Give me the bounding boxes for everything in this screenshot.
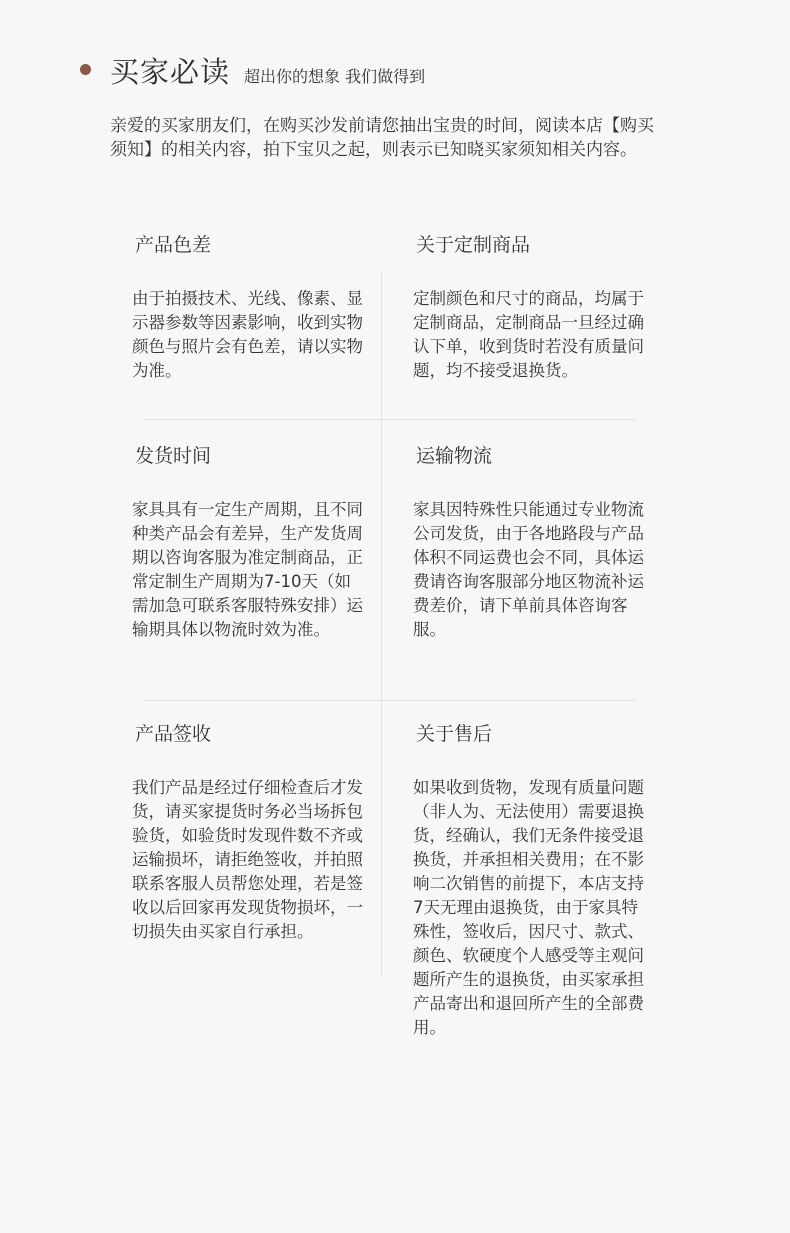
section-body: 家具具有一定生产周期，且不同种类产品会有差异，生产发货周期以咨询客服为准定制商品，正常定制生产周期为7-10天（如需加急可联系客服特殊安排）运输期具体以物流时效为准。 <box>132 500 363 639</box>
section-title: 运输物流 <box>416 445 493 467</box>
section-custom-products <box>413 231 648 383</box>
page-header <box>80 50 425 91</box>
intro-paragraph: 亲爱的买家朋友们，在购买沙发前请您抽出宝贵的时间，阅读本店【购买须知】的相关内容，拍下宝贝之起，则表示已知晓买家须知相关内容。 <box>110 116 654 160</box>
section-body: 家具因特殊性只能通过专业物流公司发货，由于各地路段与产品体积不同运费也会不同，具体运费请咨询客服部分地区物流补运费差价，请下单前具体咨询客服。 <box>413 500 644 639</box>
section-logistics <box>413 442 648 642</box>
section-title: 关于定制商品 <box>416 234 531 256</box>
row-divider <box>145 700 635 701</box>
section-shipping-time <box>132 442 367 642</box>
row-divider <box>145 419 635 420</box>
section-body: 如果收到货物，发现有质量问题（非人为、无法使用）需要退换货，经确认，我们无条件接受退换货，并承担相关费用；在不影响二次销售的前提下，本店支持7天无理由退换货，由于家具特殊性，签收后，因尺寸、款式、颜色、软硬度个人感受等主观问题所产生的退换货，由买家承担产品寄出和退回所产生的全部费用。 <box>413 778 644 1037</box>
section-color-difference <box>132 231 367 383</box>
bullet-dot-icon <box>80 64 91 75</box>
section-title: 关于售后 <box>416 723 493 745</box>
section-body: 定制颜色和尺寸的商品，均属于定制商品，定制商品一旦经过确认下单，收到货时若没有质量问题，均不接受退换货。 <box>413 289 644 380</box>
section-title: 发货时间 <box>135 445 212 467</box>
section-body: 由于拍摄技术、光线、像素、显示器参数等因素影响，收到实物颜色与照片会有色差，请以实物为准。 <box>132 289 363 380</box>
section-after-sales <box>413 720 648 1040</box>
section-title: 产品签收 <box>135 723 212 745</box>
column-divider <box>381 270 382 978</box>
page-subtitle: 超出你的想象 我们做得到 <box>244 67 426 86</box>
section-receipt <box>132 720 367 944</box>
section-title: 产品色差 <box>135 234 212 256</box>
page-title: 买家必读 <box>110 55 231 89</box>
section-body: 我们产品是经过仔细检查后才发货，请买家提货时务必当场拆包验货，如验货时发现件数不齐或运输损坏，请拒绝签收，并拍照联系客服人员帮您处理，若是签收以后回家再发现货物损坏，一切损失由买家自行承担。 <box>132 778 363 941</box>
